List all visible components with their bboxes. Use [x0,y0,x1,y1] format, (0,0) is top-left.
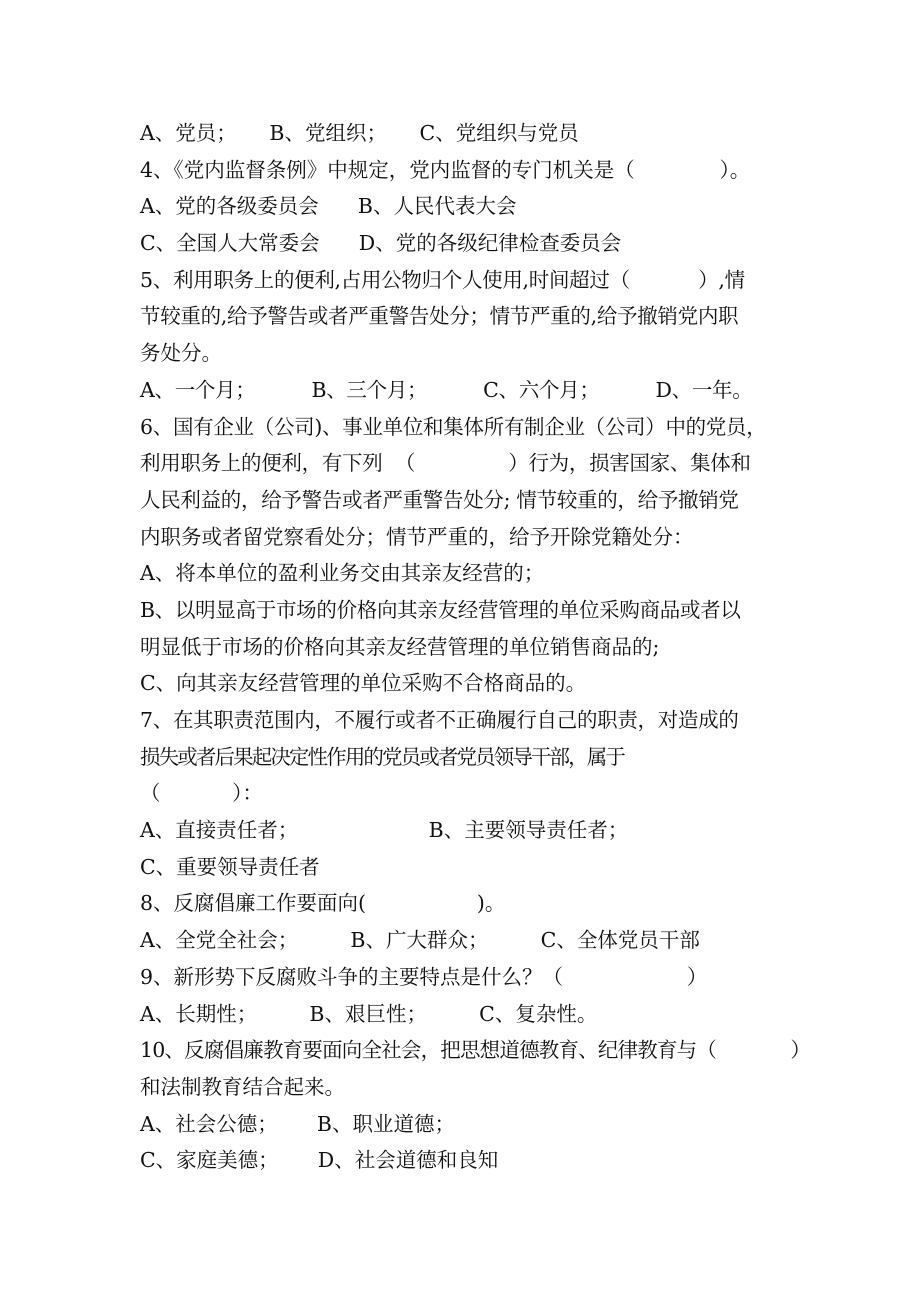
text-line: A、党员； B、党组织； C、党组织与党员 [140,121,579,145]
text-line: 明显低于市场的价格向其亲友经营管理的单位销售商品的; [140,634,660,659]
text-line: 人民利益的，给予警告或者严重警告处分; 情节较重的，给予撤销党 [140,487,739,512]
text-line: 务处分。 [140,341,222,366]
text-line: C、全国人大常委会 D、党的各级纪律检查委员会 [140,231,622,256]
question-6: 6、国有企业（公司)、事业单位和集体所有制企业（公司）中的党员， [140,414,767,439]
text-line: A、长期性； B、艰巨性； C、复杂性。 [140,1001,598,1026]
question-10: 10、反腐倡廉教育要面向全社会，把思想道德教育、纪律教育与（ ） [140,1038,811,1063]
text-line: A、党的各级委员会 B、人民代表大会 [140,194,517,219]
question-5: 5、利用职务上的便利,占用公物归个人使用,时间超过（ ）,情 [140,267,745,292]
text-line: A、将本单位的盈利业务交由其亲友经营的； [140,561,545,586]
text-line: 和法制教育结合起来。 [140,1074,345,1099]
text-line: （ ）： [140,781,263,806]
text-line: 损 失 或 者 后 果 起 决 定 性 作 用 的 党 员 或 者 党 员 领 导 干 部 ， 属 于 [140,744,622,769]
text-line: 利用职务上的便利，有下列 （ ）行为，损害国家、集体和 [140,451,751,476]
text-line: A、一个月； B、三个月； C、六个月； D、一年。 [140,377,753,402]
text-line: A、社会公德； B、职业道德； [140,1111,455,1136]
text-line: 节较重的,给予警告或者严重警告处分；情节严重的,给予撤销党内职 [140,304,739,329]
question-4: 4、《党内监督条例》中规定，党内监督的专门机关是（ ）。 [140,157,751,182]
question-7: 7、在其职责范围内，不履行或者不正确履行自己的职责，对造成的 [140,708,739,732]
document-page [140,115,820,1179]
text-line: A、全党全社会； B、广大群众； C、全体党员干部 [140,928,700,953]
text-line: 内职务或者留党察看处分；情节严重的，给予开除党籍处分： [140,524,694,549]
text-line: C、向其亲友经营管理的单位采购不合格商品的。 [140,671,587,696]
text-line: A、直接责任者； B、主要领导责任者； [140,818,629,843]
text-line: B、以明显高于市场的价格向其亲友经营管理的单位采购商品或者以 [140,597,741,622]
text-line: C、重要领导责任者 [140,854,320,879]
question-9: 9、新形势下反腐败斗争的主要特点是什么？（ ） [140,964,708,989]
text-line: C、家庭美德； D、社会道德和良知 [140,1148,499,1173]
question-8: 8、反腐倡廉工作要面向( )。 [140,891,506,916]
